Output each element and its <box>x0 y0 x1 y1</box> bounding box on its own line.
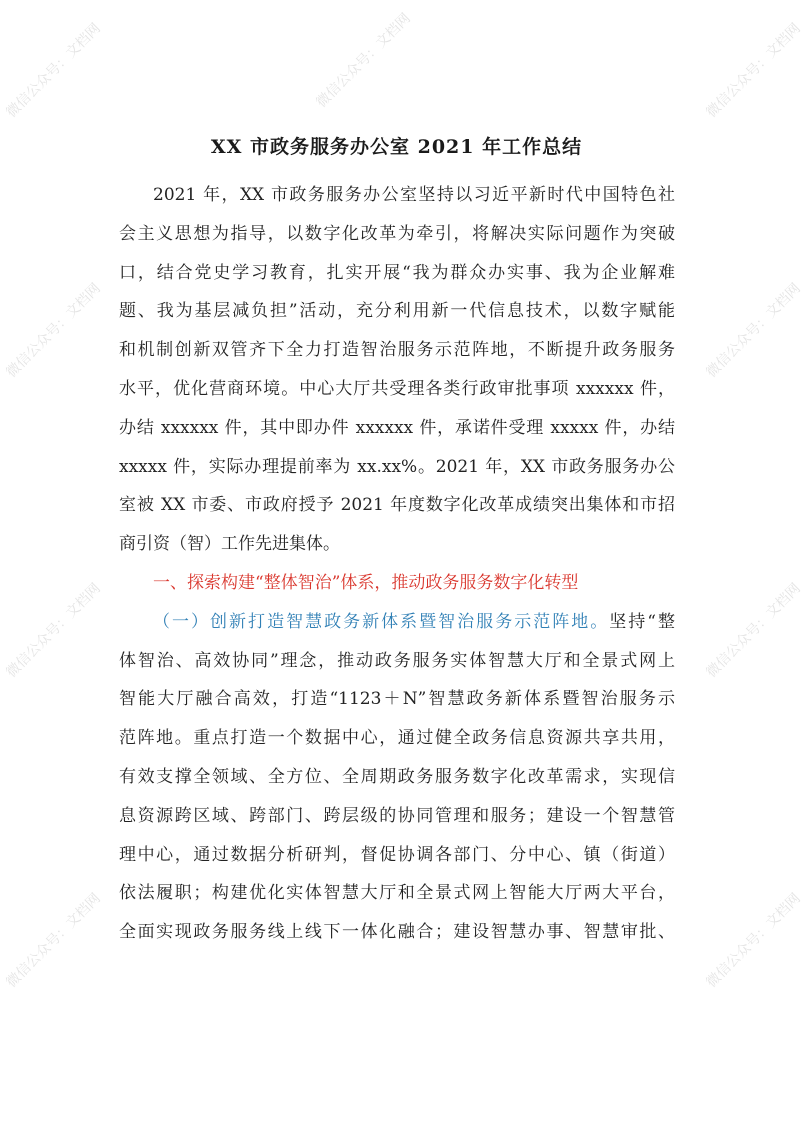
paragraph-line: 依法履职；构建优化实体智慧大厅和全景式网上智能大厅两大平台， <box>119 883 675 904</box>
watermark: 微信公众号：文档网 <box>703 20 804 121</box>
document-body <box>119 176 675 952</box>
watermark: 微信公众号：文档网 <box>3 580 104 681</box>
section-heading: 一、探索构建“整体智治”体系，推动政务服务数字化转型 <box>153 572 579 593</box>
paragraph-line: 体智治、高效协同”理念，推动政务服务实体智慧大厅和全景式网上 <box>119 650 675 671</box>
paragraph-line: 2021 年，XX 市政务服务办公室坚持以习近平新时代中国特色社 <box>153 185 675 205</box>
paragraph-line: 息资源跨区域、跨部门、跨层级的协同管理和服务；建设一个智慧管 <box>119 805 675 826</box>
watermark: 微信公众号：文档网 <box>313 10 414 111</box>
subsection-first-line <box>119 603 675 642</box>
paragraph-line: 范阵地。重点打造一个数据中心，通过健全政务信息资源共享共用， <box>119 728 675 749</box>
paragraph-line: 商引资（智）工作先进集体。 <box>119 534 340 555</box>
watermark: 微信公众号：文档网 <box>3 20 104 121</box>
paragraph-line: 有效支撑全领域、全方位、全周期政务服务数字化改革需求，实现信 <box>119 766 675 787</box>
document-title: XX 市政务服务办公室 2021 年工作总结 <box>210 136 583 158</box>
subsection-heading: （一）创新打造智慧政务新体系暨智治服务示范阵地。 <box>153 611 610 632</box>
paragraph-line: 会主义思想为指导，以数字化改革为牵引，将解决实际问题作为突破 <box>119 223 675 244</box>
subsection-first-tail: 坚持“整 <box>609 611 675 632</box>
watermark: 微信公众号：文档网 <box>703 280 804 381</box>
paragraph-line: 办结 xxxxxx 件，其中即办件 xxxxxx 件，承诺件受理 xxxxx 件，办结 <box>119 417 675 438</box>
watermark: 微信公众号：文档网 <box>3 890 104 991</box>
paragraph-line: xxxxx 件，实际办理提前率为 xx.xx%。2021 年，XX 市政务服务办公 <box>119 456 675 477</box>
watermark: 微信公众号：文档网 <box>703 890 804 991</box>
watermark: 微信公众号：文档网 <box>703 580 804 681</box>
paragraph-line: 智能大厅融合高效，打造“1123＋N”智慧政务新体系暨智治服务示 <box>119 689 675 710</box>
paragraph-line: 室被 XX 市委、市政府授予 2021 年度数字化改革成绩突出集体和市招 <box>119 495 675 516</box>
paragraph-line: 全面实现政务服务线上线下一体化融合；建设智慧办事、智慧审批、 <box>119 922 675 943</box>
paragraph-line: 和机制创新双管齐下全力打造智治服务示范阵地，不断提升政务服务 <box>119 340 675 361</box>
watermark: 微信公众号：文档网 <box>3 280 104 381</box>
paragraph-line: 题、我为基层减负担”活动，充分利用新一代信息技术，以数字赋能 <box>119 301 675 322</box>
paragraph-line: 口，结合党史学习教育，扎实开展“我为群众办实事、我为企业解难 <box>119 262 675 283</box>
paragraph-line: 水平，优化营商环境。中心大厅共受理各类行政审批事项 xxxxxx 件， <box>119 378 675 399</box>
paragraph-line: 理中心，通过数据分析研判，督促协调各部门、分中心、镇（街道） <box>119 844 675 865</box>
